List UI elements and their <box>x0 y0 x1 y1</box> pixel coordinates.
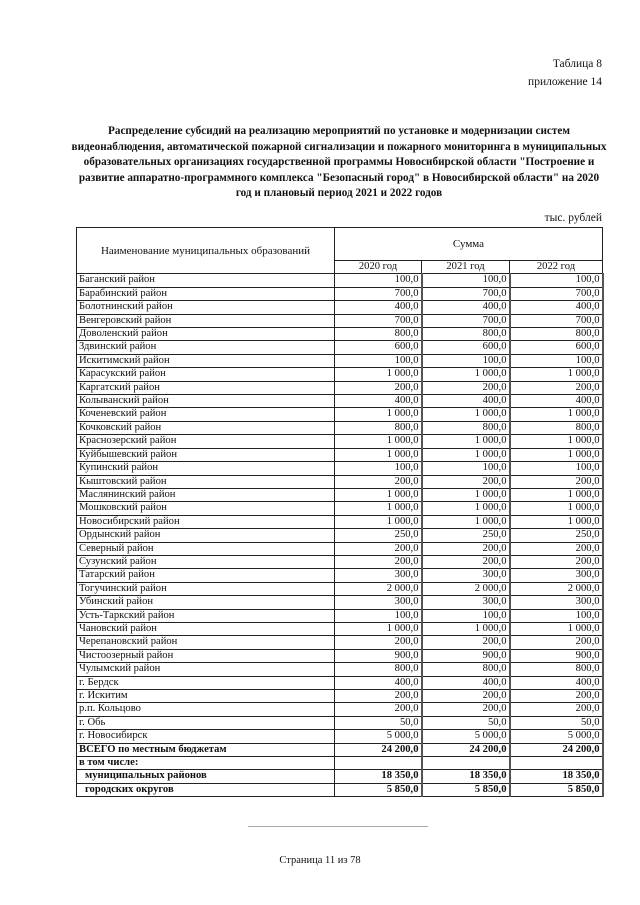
amount-cell: 400,0 <box>422 676 510 689</box>
amount-cell: 1 000,0 <box>422 622 510 635</box>
table-row <box>77 448 603 461</box>
amount-cell: 100,0 <box>422 354 510 367</box>
table-row <box>77 622 603 635</box>
table-row <box>77 314 603 327</box>
amount-cell: 200,0 <box>422 703 510 716</box>
table-row <box>77 783 603 796</box>
page-number: Страница 11 из 78 <box>279 855 361 866</box>
amount-cell: 1 000,0 <box>510 408 603 421</box>
amount-cell: 200,0 <box>510 690 603 703</box>
municipality-name: Тогучинский район <box>77 582 335 595</box>
amount-cell: 200,0 <box>335 690 422 703</box>
column-header-2022: 2022 год <box>510 261 603 274</box>
amount-cell: 100,0 <box>422 274 510 287</box>
amount-cell: 24 200,0 <box>335 743 422 756</box>
empty-cell <box>510 757 603 770</box>
amount-cell: 200,0 <box>335 636 422 649</box>
amount-cell: 400,0 <box>335 301 422 314</box>
table-row <box>77 636 603 649</box>
table-row <box>77 421 603 434</box>
amount-cell: 1 000,0 <box>510 435 603 448</box>
amount-cell: 1 000,0 <box>422 435 510 448</box>
municipality-name: Каргатский район <box>77 381 335 394</box>
footer-divider <box>248 826 428 827</box>
amount-cell: 5 000,0 <box>422 730 510 743</box>
table-row <box>77 529 603 542</box>
table-row <box>77 569 603 582</box>
municipality-name: Мошковский район <box>77 502 335 515</box>
amount-cell: 200,0 <box>335 381 422 394</box>
amount-cell: 300,0 <box>510 596 603 609</box>
table-row <box>77 274 603 287</box>
amount-cell: 50,0 <box>335 716 422 729</box>
amount-cell: 400,0 <box>510 395 603 408</box>
table-row <box>77 368 603 381</box>
amount-cell: 900,0 <box>422 649 510 662</box>
municipality-name: Новосибирский район <box>77 515 335 528</box>
amount-cell: 1 000,0 <box>335 408 422 421</box>
amount-cell: 100,0 <box>510 462 603 475</box>
amount-cell: 5 850,0 <box>335 783 422 796</box>
table-row <box>77 408 603 421</box>
amount-cell: 100,0 <box>335 274 422 287</box>
amount-cell: 1 000,0 <box>510 502 603 515</box>
amount-cell: 1 000,0 <box>335 448 422 461</box>
amount-cell: 200,0 <box>510 555 603 568</box>
municipality-name: Барабинский район <box>77 287 335 300</box>
municipality-name: Черепановский район <box>77 636 335 649</box>
amount-cell: 600,0 <box>422 341 510 354</box>
amount-cell: 200,0 <box>510 703 603 716</box>
table-row <box>77 770 603 783</box>
amount-cell: 700,0 <box>335 287 422 300</box>
amount-cell: 400,0 <box>422 301 510 314</box>
column-header-sum: Сумма <box>335 228 603 261</box>
table-row <box>77 690 603 703</box>
table-row <box>77 716 603 729</box>
column-header-name: Наименование муниципальных образований <box>77 228 335 274</box>
municipality-name: Ордынский район <box>77 529 335 542</box>
table-row <box>77 730 603 743</box>
amount-cell: 400,0 <box>422 395 510 408</box>
amount-cell: 600,0 <box>510 341 603 354</box>
amount-cell: 400,0 <box>335 676 422 689</box>
municipality-name: г. Новосибирск <box>77 730 335 743</box>
amount-cell: 700,0 <box>422 314 510 327</box>
amount-cell: 1 000,0 <box>510 368 603 381</box>
amount-cell: 1 000,0 <box>335 502 422 515</box>
municipality-name: Кочковский район <box>77 421 335 434</box>
municipality-name: Сузунский район <box>77 555 335 568</box>
amount-cell: 50,0 <box>510 716 603 729</box>
amount-cell: 1 000,0 <box>335 488 422 501</box>
municipality-name: Купинский район <box>77 462 335 475</box>
table-row <box>77 515 603 528</box>
amount-cell: 18 350,0 <box>335 770 422 783</box>
amount-cell: 1 000,0 <box>335 435 422 448</box>
amount-cell: 700,0 <box>510 314 603 327</box>
amount-cell: 200,0 <box>422 381 510 394</box>
amount-cell: 5 000,0 <box>510 730 603 743</box>
municipality-name: Доволенский район <box>77 328 335 341</box>
amount-cell: 1 000,0 <box>335 368 422 381</box>
municipality-name: Кыштовский район <box>77 475 335 488</box>
table-row <box>77 582 603 595</box>
amount-cell: 200,0 <box>422 636 510 649</box>
municipality-name: Колыванский район <box>77 395 335 408</box>
amount-cell: 5 850,0 <box>510 783 603 796</box>
amount-cell: 400,0 <box>335 395 422 408</box>
column-header-2020: 2020 год <box>335 261 422 274</box>
amount-cell: 1 000,0 <box>510 488 603 501</box>
amount-cell: 200,0 <box>422 555 510 568</box>
amount-cell: 1 000,0 <box>510 622 603 635</box>
amount-cell: 800,0 <box>335 421 422 434</box>
table-row <box>77 381 603 394</box>
amount-cell: 200,0 <box>422 542 510 555</box>
amount-cell: 900,0 <box>335 649 422 662</box>
amount-cell: 250,0 <box>335 529 422 542</box>
amount-cell: 200,0 <box>335 703 422 716</box>
amount-cell: 250,0 <box>510 529 603 542</box>
table-row <box>77 703 603 716</box>
amount-cell: 1 000,0 <box>510 515 603 528</box>
amount-cell: 2 000,0 <box>422 582 510 595</box>
amount-cell: 300,0 <box>335 569 422 582</box>
amount-cell: 24 200,0 <box>422 743 510 756</box>
table-row-including <box>77 757 603 770</box>
amount-cell: 200,0 <box>510 381 603 394</box>
amount-cell: 400,0 <box>510 676 603 689</box>
table-row <box>77 596 603 609</box>
table-row <box>77 502 603 515</box>
amount-cell: 100,0 <box>422 609 510 622</box>
amount-cell: 18 350,0 <box>422 770 510 783</box>
municipality-name: Северный район <box>77 542 335 555</box>
amount-cell: 900,0 <box>510 649 603 662</box>
municipality-name: Карасукский район <box>77 368 335 381</box>
amount-cell: 1 000,0 <box>335 622 422 635</box>
amount-cell: 1 000,0 <box>422 502 510 515</box>
municipality-name: Чулымский район <box>77 663 335 676</box>
table-row <box>77 743 603 756</box>
amount-cell: 800,0 <box>335 328 422 341</box>
table-row <box>77 354 603 367</box>
municipality-name: Чистоозерный район <box>77 649 335 662</box>
amount-cell: 200,0 <box>510 542 603 555</box>
amount-cell: 2 000,0 <box>510 582 603 595</box>
municipality-name: р.п. Кольцово <box>77 703 335 716</box>
municipality-name: Болотнинский район <box>77 301 335 314</box>
including-label: в том числе: <box>77 757 335 770</box>
amount-cell: 1 000,0 <box>510 448 603 461</box>
amount-cell: 1 000,0 <box>335 515 422 528</box>
amount-cell: 24 200,0 <box>510 743 603 756</box>
amount-cell: 200,0 <box>335 555 422 568</box>
amount-cell: 200,0 <box>422 690 510 703</box>
amount-cell: 100,0 <box>510 354 603 367</box>
subsidy-table <box>76 227 604 797</box>
amount-cell: 200,0 <box>422 475 510 488</box>
table-row <box>77 287 603 300</box>
amount-cell: 5 000,0 <box>335 730 422 743</box>
document-title: Распределение субсидий на реализацию мероприятий по установке и модернизации систем видеонаблюдения, автоматической пожарной сигнализации и пожарного мониторинга в муниципальных образовательных организациях государственной программы Новосибирской области "Построение и развитие аппаратно-программного комплекса "Безопасный город" в Новосибирской области" на 2020 год и плановый период 2021 и 2022 годов <box>71 125 607 199</box>
amount-cell: 800,0 <box>422 421 510 434</box>
table-row <box>77 395 603 408</box>
table-row <box>77 649 603 662</box>
amount-cell: 300,0 <box>422 596 510 609</box>
amount-cell: 800,0 <box>510 328 603 341</box>
amount-cell: 700,0 <box>422 287 510 300</box>
table-row <box>77 488 603 501</box>
table-row <box>77 475 603 488</box>
table-row <box>77 301 603 314</box>
municipality-name: Татарский район <box>77 569 335 582</box>
unit-label: тыс. рублей <box>544 212 602 224</box>
amount-cell: 100,0 <box>335 609 422 622</box>
amount-cell: 800,0 <box>510 663 603 676</box>
municipality-name: городских округов <box>77 783 335 796</box>
amount-cell: 1 000,0 <box>422 368 510 381</box>
municipality-name: Здвинский район <box>77 341 335 354</box>
amount-cell: 100,0 <box>422 462 510 475</box>
amount-cell: 250,0 <box>422 529 510 542</box>
amount-cell: 700,0 <box>510 287 603 300</box>
amount-cell: 1 000,0 <box>422 515 510 528</box>
amount-cell: 600,0 <box>335 341 422 354</box>
municipality-name: Краснозерский район <box>77 435 335 448</box>
amount-cell: 800,0 <box>422 328 510 341</box>
municipality-name: Маслянинский район <box>77 488 335 501</box>
table-row <box>77 542 603 555</box>
amount-cell: 50,0 <box>422 716 510 729</box>
amount-cell: 1 000,0 <box>422 408 510 421</box>
amount-cell: 300,0 <box>510 569 603 582</box>
empty-cell <box>335 757 422 770</box>
table-row <box>77 663 603 676</box>
municipality-name: Усть-Таркский район <box>77 609 335 622</box>
amount-cell: 1 000,0 <box>422 488 510 501</box>
amount-cell: 100,0 <box>510 609 603 622</box>
table-row <box>77 462 603 475</box>
amount-cell: 800,0 <box>422 663 510 676</box>
amount-cell: 200,0 <box>335 475 422 488</box>
municipality-name: Баганский район <box>77 274 335 287</box>
municipality-name: г. Искитим <box>77 690 335 703</box>
amount-cell: 300,0 <box>422 569 510 582</box>
table-row <box>77 555 603 568</box>
table-row <box>77 609 603 622</box>
municipality-name: г. Обь <box>77 716 335 729</box>
column-header-2021: 2021 год <box>422 261 510 274</box>
table-row <box>77 435 603 448</box>
municipality-name: муниципальных районов <box>77 770 335 783</box>
appendix-label: приложение 14 <box>528 76 602 88</box>
amount-cell: 100,0 <box>335 354 422 367</box>
municipality-name: Коченевский район <box>77 408 335 421</box>
amount-cell: 400,0 <box>510 301 603 314</box>
municipality-name: ВСЕГО по местным бюджетам <box>77 743 335 756</box>
table-row <box>77 676 603 689</box>
municipality-name: Венгеровский район <box>77 314 335 327</box>
table-number: Таблица 8 <box>552 58 602 70</box>
amount-cell: 200,0 <box>510 636 603 649</box>
municipality-name: г. Бердск <box>77 676 335 689</box>
amount-cell: 300,0 <box>335 596 422 609</box>
amount-cell: 200,0 <box>335 542 422 555</box>
amount-cell: 2 000,0 <box>335 582 422 595</box>
empty-cell <box>422 757 510 770</box>
amount-cell: 18 350,0 <box>510 770 603 783</box>
amount-cell: 5 850,0 <box>422 783 510 796</box>
amount-cell: 200,0 <box>510 475 603 488</box>
amount-cell: 1 000,0 <box>422 448 510 461</box>
municipality-name: Убинский район <box>77 596 335 609</box>
amount-cell: 100,0 <box>510 274 603 287</box>
municipality-name: Куйбышевский район <box>77 448 335 461</box>
table-row <box>77 341 603 354</box>
municipality-name: Искитимский район <box>77 354 335 367</box>
amount-cell: 800,0 <box>335 663 422 676</box>
amount-cell: 100,0 <box>335 462 422 475</box>
amount-cell: 800,0 <box>510 421 603 434</box>
amount-cell: 700,0 <box>335 314 422 327</box>
municipality-name: Чановский район <box>77 622 335 635</box>
table-row <box>77 328 603 341</box>
